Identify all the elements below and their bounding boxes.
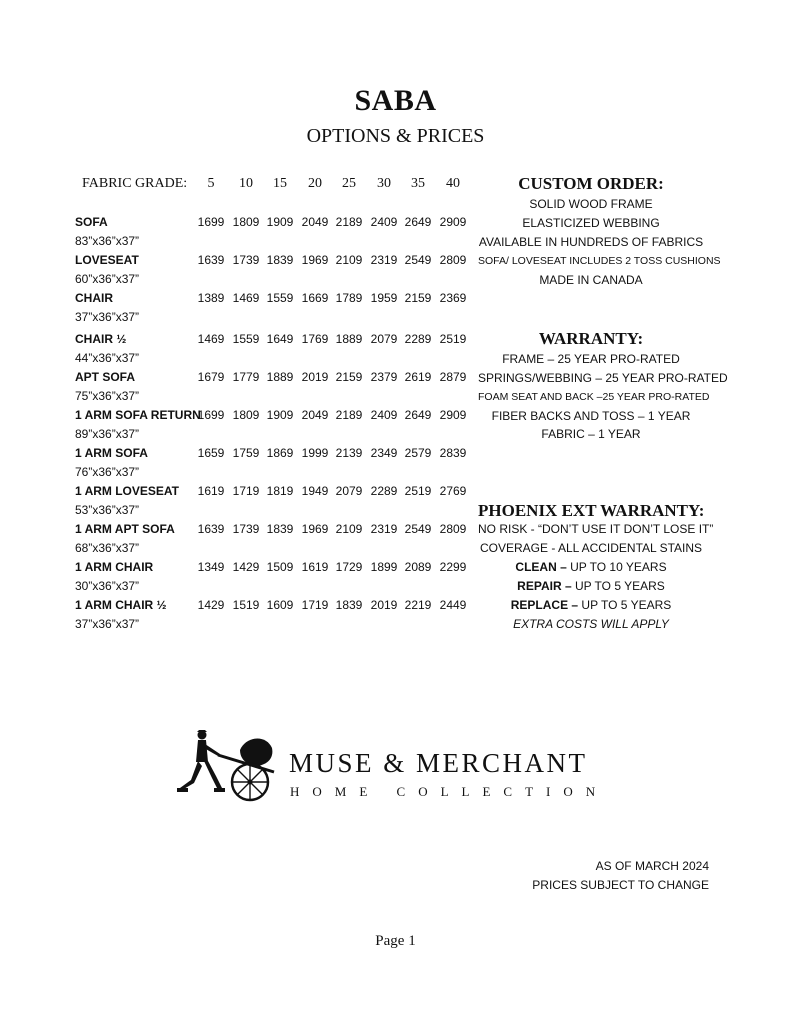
price-cell: 1719 — [301, 598, 329, 612]
custom-order-line: ELASTICIZED WEBBING — [522, 216, 660, 230]
price-cell: 1719 — [232, 484, 260, 498]
price-cell: 2349 — [370, 446, 398, 460]
price-cell: 1869 — [266, 446, 294, 460]
price-cell: 2409 — [370, 215, 398, 229]
product-name: 1 ARM SOFA RETURN — [75, 408, 201, 422]
price-cell: 2909 — [439, 215, 467, 229]
price-cell: 2289 — [370, 484, 398, 498]
price-cell: 2219 — [404, 598, 432, 612]
price-cell: 1639 — [197, 253, 225, 267]
price-cell: 1839 — [335, 598, 363, 612]
price-cell: 2019 — [370, 598, 398, 612]
price-cell: 1609 — [266, 598, 294, 612]
price-cell: 1839 — [266, 253, 294, 267]
price-cell: 2049 — [301, 408, 329, 422]
price-cell: 2079 — [335, 484, 363, 498]
warranty-line: FOAM SEAT AND BACK –25 YEAR PRO-RATED — [478, 391, 710, 403]
price-cell: 1959 — [370, 291, 398, 305]
price-cell: 2159 — [404, 291, 432, 305]
product-dimensions: 76”x36”x37” — [75, 465, 140, 479]
price-cell: 2299 — [439, 560, 467, 574]
grade-header: 10 — [239, 176, 253, 191]
replace-value: UP TO 5 YEARS — [578, 598, 672, 612]
price-cell: 1739 — [232, 253, 260, 267]
price-cell: 1669 — [301, 291, 329, 305]
price-cell: 1619 — [301, 560, 329, 574]
product-name: 1 ARM APT SOFA — [75, 522, 175, 536]
price-cell: 1659 — [197, 446, 225, 460]
price-cell: 1969 — [301, 253, 329, 267]
price-cell: 2089 — [404, 560, 432, 574]
price-cell: 2809 — [439, 522, 467, 536]
price-cell: 1519 — [232, 598, 260, 612]
phoenix-warranty-heading: PHOENIX EXT WARRANTY: — [478, 501, 705, 520]
page-title: SABA — [354, 84, 437, 117]
price-cell: 2619 — [404, 370, 432, 384]
price-cell: 1759 — [232, 446, 260, 460]
price-cell: 1389 — [197, 291, 225, 305]
replace-label: REPLACE – — [510, 598, 579, 612]
custom-order-line: AVAILABLE IN HUNDREDS OF FABRICS — [478, 235, 704, 249]
price-cell: 1619 — [197, 484, 225, 498]
price-cell: 1429 — [232, 560, 260, 574]
brand-name: MUSE & MERCHANT — [289, 748, 588, 778]
price-cell: 1809 — [232, 215, 260, 229]
price-cell: 2289 — [404, 332, 432, 346]
phoenix-clean-line — [478, 560, 704, 574]
price-cell: 1699 — [197, 408, 225, 422]
price-cell: 1779 — [232, 370, 260, 384]
grade-header: 40 — [446, 176, 460, 191]
page-number: Page 1 — [375, 933, 416, 949]
price-cell: 2549 — [404, 253, 432, 267]
price-cell: 2879 — [439, 370, 467, 384]
as-of-date: AS OF MARCH 2024 — [595, 859, 709, 873]
price-cell: 2409 — [370, 408, 398, 422]
price-cell: 1559 — [266, 291, 294, 305]
product-dimensions: 37”x36”x37” — [75, 310, 140, 324]
product-name: 1 ARM CHAIR — [75, 560, 154, 574]
price-cell: 1739 — [232, 522, 260, 536]
product-dimensions: 75”x36”x37” — [75, 389, 140, 403]
grade-header: 20 — [308, 176, 322, 191]
price-cell: 2189 — [335, 408, 363, 422]
price-cell: 1639 — [197, 522, 225, 536]
clean-label: CLEAN – — [515, 560, 567, 574]
custom-order-line: MADE IN CANADA — [539, 273, 643, 287]
price-cell: 1509 — [266, 560, 294, 574]
product-name: SOFA — [75, 215, 108, 229]
price-cell: 2079 — [370, 332, 398, 346]
price-cell: 2049 — [301, 215, 329, 229]
price-cell: 2769 — [439, 484, 467, 498]
price-cell: 1559 — [232, 332, 260, 346]
price-cell: 2189 — [335, 215, 363, 229]
price-cell: 1429 — [197, 598, 225, 612]
product-name: APT SOFA — [75, 370, 136, 384]
price-cell: 1909 — [266, 215, 294, 229]
price-cell: 2319 — [370, 253, 398, 267]
price-cell: 2109 — [335, 253, 363, 267]
grade-header: 15 — [273, 176, 287, 191]
custom-order-heading: CUSTOM ORDER: — [518, 174, 664, 193]
product-dimensions: 44”x36”x37” — [75, 351, 140, 365]
price-cell: 2369 — [439, 291, 467, 305]
price-cell: 2809 — [439, 253, 467, 267]
repair-value: UP TO 5 YEARS — [571, 579, 665, 593]
price-cell: 2549 — [404, 522, 432, 536]
product-name: 1 ARM CHAIR ½ — [75, 598, 167, 612]
product-name: 1 ARM SOFA — [75, 446, 148, 460]
price-disclaimer: PRICES SUBJECT TO CHANGE — [532, 878, 709, 892]
price-cell: 1789 — [335, 291, 363, 305]
brand-subtitle: HOME COLLECTION — [290, 784, 609, 799]
price-cell: 1769 — [301, 332, 329, 346]
product-name: CHAIR — [75, 291, 113, 305]
warranty-line: FABRIC – 1 YEAR — [541, 427, 641, 441]
warranty-line: FRAME – 25 YEAR PRO-RATED — [502, 352, 680, 366]
price-cell: 1969 — [301, 522, 329, 536]
price-cell: 2379 — [370, 370, 398, 384]
fabric-grade-label: FABRIC GRADE: — [82, 176, 188, 191]
price-cell: 2159 — [335, 370, 363, 384]
phoenix-line: NO RISK - “DON’T USE IT DON’T LOSE IT” — [478, 522, 714, 536]
price-cell: 1949 — [301, 484, 329, 498]
warranty-line: FIBER BACKS AND TOSS – 1 YEAR — [491, 409, 691, 423]
price-cell: 1889 — [335, 332, 363, 346]
price-cell: 2519 — [439, 332, 467, 346]
price-cell: 2139 — [335, 446, 363, 460]
product-name: CHAIR ½ — [75, 332, 127, 346]
product-dimensions: 53”x36”x37” — [75, 503, 140, 517]
price-cell: 2649 — [404, 408, 432, 422]
product-dimensions: 60”x36”x37” — [75, 272, 140, 286]
phoenix-repair-line — [478, 579, 704, 593]
price-cell: 1679 — [197, 370, 225, 384]
brand-logo — [174, 728, 609, 802]
price-cell: 1349 — [197, 560, 225, 574]
price-cell: 1899 — [370, 560, 398, 574]
product-dimensions: 68”x36”x37” — [75, 541, 140, 555]
product-dimensions: 83”x36”x37” — [75, 234, 140, 248]
price-cell: 1469 — [232, 291, 260, 305]
price-cell: 2649 — [404, 215, 432, 229]
price-cell: 2519 — [404, 484, 432, 498]
grade-header: 25 — [342, 176, 356, 191]
phoenix-line: COVERAGE - ALL ACCIDENTAL STAINS — [479, 541, 703, 555]
price-cell: 2839 — [439, 446, 467, 460]
repair-label: REPAIR – — [517, 579, 572, 593]
price-cell: 2579 — [404, 446, 432, 460]
price-cell: 1999 — [301, 446, 329, 460]
clean-value: UP TO 10 YEARS — [566, 560, 667, 574]
grade-header: 30 — [377, 176, 391, 191]
price-cell: 2319 — [370, 522, 398, 536]
price-cell: 1819 — [266, 484, 294, 498]
price-cell: 2019 — [301, 370, 329, 384]
product-dimensions: 89”x36”x37” — [75, 427, 140, 441]
phoenix-extra-costs: EXTRA COSTS WILL APPLY — [513, 617, 669, 631]
price-cell: 1469 — [197, 332, 225, 346]
price-cell: 1889 — [266, 370, 294, 384]
custom-order-line: SOFA/ LOVESEAT INCLUDES 2 TOSS CUSHIONS — [478, 255, 721, 267]
price-cell: 1809 — [232, 408, 260, 422]
grade-header: 5 — [207, 176, 215, 191]
price-cell: 1699 — [197, 215, 225, 229]
warranty-heading: WARRANTY: — [538, 329, 644, 348]
price-cell: 2909 — [439, 408, 467, 422]
page-subtitle: OPTIONS & PRICES — [306, 125, 485, 147]
phoenix-replace-line — [478, 598, 704, 612]
merchant-cart-icon — [174, 728, 286, 802]
product-name: LOVESEAT — [75, 253, 139, 267]
product-dimensions: 37”x36”x37” — [75, 617, 140, 631]
price-cell: 2449 — [439, 598, 467, 612]
warranty-line: SPRINGS/WEBBING – 25 YEAR PRO-RATED — [478, 371, 728, 385]
product-name: 1 ARM LOVESEAT — [75, 484, 180, 498]
product-dimensions: 30”x36”x37” — [75, 579, 140, 593]
price-cell: 1649 — [266, 332, 294, 346]
grade-header: 35 — [411, 176, 425, 191]
price-cell: 2109 — [335, 522, 363, 536]
custom-order-line: SOLID WOOD FRAME — [529, 197, 653, 211]
price-cell: 1909 — [266, 408, 294, 422]
price-cell: 1729 — [335, 560, 363, 574]
price-cell: 1839 — [266, 522, 294, 536]
